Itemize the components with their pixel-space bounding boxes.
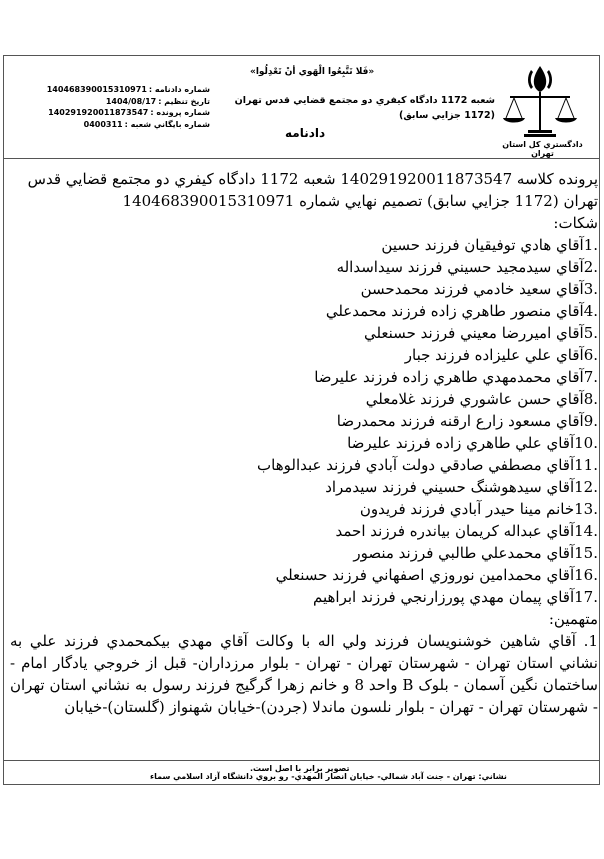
meta-value: 140291920011873547 [48,108,149,117]
plaintiff-item [10,388,598,410]
plaintiffs-heading: شکات: [553,214,598,232]
plaintiff-item [10,344,598,366]
plaintiff-item [10,586,598,608]
plaintiff-name: آقاي سيدهوشنگ حسيني فرزند سيدمراد [325,478,575,496]
meta-label: شماره پرونده : [150,108,210,117]
plaintiff-item [10,542,598,564]
plaintiff-number: 17. [574,588,598,606]
case-intro: پرونده کلاسه 140291920011873547 شعبه 1172 دادگاه کيفري دو مجتمع قضايي قدس تهران (1172 جزايي سابق) تصميم نهايي شماره 140468390015310971 [27,170,598,210]
meta-archive-number [55,119,210,131]
defendant-entry: 1. آقاي شاهين خوشنويسان فرزند ولي اله با وکالت آقاي مهدي بيکمحمدي فرزند علي به نشاني استان تهران - شهرستان تهران - تهران - بلوار مرزداران- قبل از خروجي يادگار امام - ساختمان نگين آسمان - بلوک B واحد 8 و خانم زهرا گرگيج فرزند رسول به نشاني استان تهران - شهرستان تهران - تهران - بلوار نلسون ماندلا (جردن)-خيابان شهنواز (گلستان)-خيابان [10,632,599,716]
plaintiff-name: خانم مينا حيدر آبادي فرزند فريدون [359,500,575,518]
plaintiff-item [10,234,598,256]
document-type-label: دادنامه [285,126,326,140]
plaintiff-name: آقاي عبداله کريمان بياندره فرزند احمد [335,522,575,540]
plaintiff-name: آقاي سيدمجيد حسيني فرزند سيداسداله [336,258,584,276]
organization-name: دادگستري کل استان تهران [502,140,583,158]
plaintiff-number: 8. [583,390,598,408]
plaintiff-number: 15. [574,544,598,562]
plaintiff-number: 4. [583,302,598,320]
plaintiff-name: آقاي سعيد خادمي فرزند محمدحسن [360,280,584,298]
plaintiff-item [10,300,598,322]
plaintiff-item [10,520,598,542]
iran-emblem-icon [500,62,580,138]
plaintiff-item [10,410,598,432]
plaintiff-name: آقاي محمدعلي طالبي فرزند منصور [353,544,575,562]
court-address: نشاني: تهران - جنت آباد شمالي- خيابان انصار المهدي- رو بروي دانشگاه آزاد اسلامي سماء [150,772,507,781]
document-body [10,168,598,718]
meta-label: شماره بايگاني شعبه : [124,119,210,129]
defendants-heading: متهمين: [548,610,598,628]
plaintiff-number: 1. [583,236,598,254]
plaintiff-item [10,322,598,344]
plaintiff-item [10,366,598,388]
plaintiff-number: 6. [583,346,598,364]
plaintiff-item [10,432,598,454]
meta-issue-date [55,96,210,108]
plaintiff-name: آقاي پيمان مهدي پورزارنجي فرزند ابراهيم [313,588,575,606]
plaintiff-name: آقاي اميررضا معيني فرزند حسنعلي [363,324,584,342]
plaintiff-name: آقاي مسعود زارع ارقنه فرزند محمدرضا [336,412,584,430]
plaintiff-item [10,476,598,498]
header-divider [3,158,600,159]
plaintiff-name: آقاي علي عليزاده فرزند جبار [404,346,584,364]
plaintiff-name: آقاي علي طاهري زاده فرزند عليرضا [347,434,575,452]
header-quote: «فَلا تَتَّبِعُوا الْهَوي أنْ تَعْدِلُوا» [250,67,375,77]
meta-label: شماره دادنامه : [148,85,210,94]
meta-value: 140468390015310971 [46,85,147,94]
plaintiff-number: 9. [583,412,598,430]
plaintiff-number: 3. [583,280,598,298]
plaintiff-number: 14. [574,522,598,540]
plaintiff-number: 2. [583,258,598,276]
meta-value: 0400311 [83,119,123,129]
court-branch-title: شعبه 1172 دادگاه کيفري دو مجتمع قضايي قدس تهران (1172 جزايي سابق) [234,95,495,121]
plaintiff-name: آقاي مصطفي صادقي دولت آبادي فرزند عبدالوهاب [257,456,575,474]
plaintiff-number: 10. [574,434,598,452]
meta-value: 1404/08/17 [105,96,157,106]
footer-divider [3,760,600,761]
plaintiff-number: 11. [574,456,598,474]
meta-verdict-number [46,84,210,96]
plaintiff-name: آقاي حسن عاشوري فرزند غلامعلي [365,390,584,408]
plaintiff-item [10,564,598,586]
plaintiff-name: آقاي محمدمهدي طاهري زاده فرزند عليرضا [314,368,584,386]
plaintiff-number: 16. [574,566,598,584]
plaintiff-number: 12. [574,478,598,496]
plaintiff-item [10,498,598,520]
meta-label: تاريخ تنظيم : [158,96,210,106]
plaintiff-item [10,454,598,476]
plaintiff-number: 13. [574,500,598,518]
copy-certification: تصوير برابر با اصل است. [250,764,350,773]
plaintiff-item [10,278,598,300]
plaintiff-number: 7. [583,368,598,386]
plaintiff-list [10,234,598,608]
document-meta [46,84,210,130]
plaintiff-item [10,256,598,278]
meta-case-number [48,107,210,119]
plaintiff-number: 5. [583,324,598,342]
plaintiff-name: آقاي منصور طاهري زاده فرزند محمدعلي [325,302,584,320]
plaintiff-name: آقاي هادي توفيقيان فرزند حسين [381,236,584,254]
plaintiff-name: آقاي محمدامين نوروزي اصفهاني فرزند حسنعلي [275,566,575,584]
